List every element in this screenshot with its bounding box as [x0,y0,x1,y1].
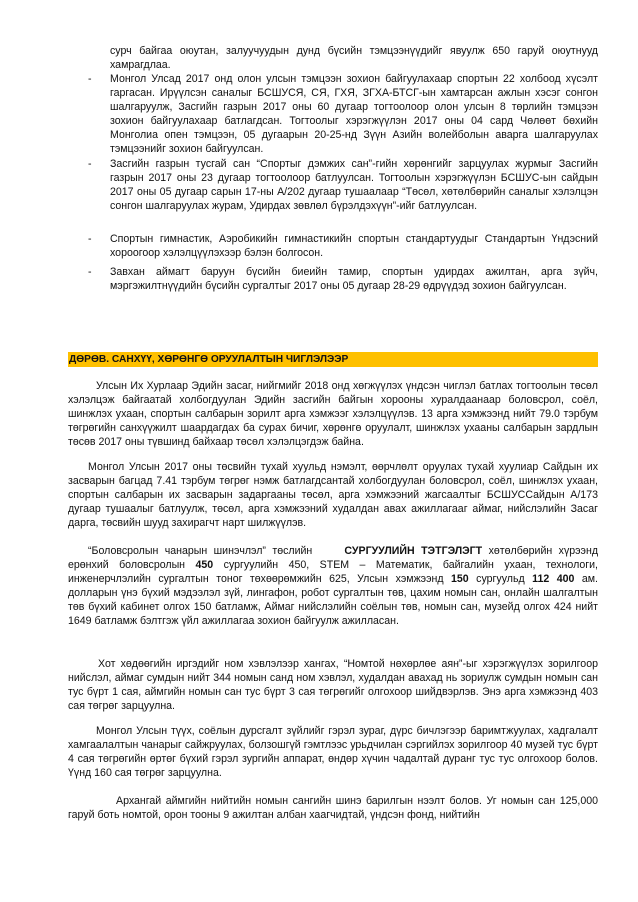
bullet-marker: - [88,73,92,85]
section-heading [68,352,598,367]
bullet-text: Завхан аймагт баруун бүсийн биеийн тамир, спортын удирдах ажилтан, арга зүйч, мэргэжилтнүүдийн бүсийн сургалтыг 2017 оны 05 дугаар 28-29 өдрүүдэд зохион байгуулсан. [110,266,598,292]
paragraph: Хот хөдөөгийн иргэдийг ном хэвлэлээр хангах, “Номтой нөхөрлөе аян”-ыг хэрэгжүүлэх зорилгоор нийслэл, аймаг сумдын нийт 344 номын санд ном хэвлэл, худалдан авахад нь зориулж сумдын номын сан тус бүрт 1 сая, аймгийн номын сан тус бүрт 3 сая төгрөгийг олгохоор шийдвэрлэв. Энэ арга хэмжээнд 403 сая төгрөг зарцуулна. [68,658,598,712]
paragraph: Монгол Улсын түүх, соёлын дурсгалт зүйлийг гэрэл зураг, дүрс бичлэгээр баримтжуулах, хадгалалт хамгаалалтын чанарыг сайжруулах, болзошгүй гэмтлээс урьдчилан сэргийлэх зорилгоор 40 музей тус бүрт 4 сая төгрөгийн өртөг бүхий гэрэл зургийн аппарат, өндөр хүчин чадалтай дуранг тус тус олгохоор болов. Үүнд 160 сая төгрөг зарцуулна. [68,725,598,779]
bullet-text: Спортын гимнастик, Аэробикийн гимнастикийн спортын стандартуудыг Стандартын Үндэсний хороогоор хэлэлцүүлэхээр бэлэн болгосон. [110,233,598,259]
bold-term: СУРГУУЛИЙН ТЭТГЭЛЭГТ [344,545,483,557]
continuation-text: сурч байгаа оюутан, залуучуудын дунд бүсийн тэмцээнүүдийг явуулж 650 гаруй оюутнууд хамрагдлаа. [110,45,598,71]
paragraph-text: сургуулийн 450, STEM – Математик, байгалийн ухаан, технологи, инженерчлэлийн сургалтын тоног төхөөрөмжийн 625, Улсын хэмжээнд [68,558,598,585]
paragraph: Монгол Улсын 2017 оны төсвийн тухай хуульд нэмэлт, өөрчлөлт оруулах тухай хуулиар Сайдын их засварын багцад 7.41 тэрбум төгрөг нэмж батлагдсантай холбогдуулан боловсрол, соёл, шинжлэх ухаан, спортын салбарын их засварын задаргааны төсөл, арга хэмжээний жагсаалтыг БСШУССайдын А/173 дугаар тушаалыг батлуулж, төсөл, арга хэмжээний худалдан авах ажиллагааг аймаг, нийслэлийн Засаг дарга, төсвийн шууд захирагчт нарт шилжүүлэв. [68,461,598,529]
paragraph-text: сургуульд [476,572,525,585]
bold-number: 150 [451,572,469,585]
list-item [88,266,598,294]
section-heading-text: ДӨРӨВ. САНХҮҮ, ХӨРӨНГӨ ОРУУЛАЛТЫН ЧИГЛЭЛЭЭР [69,354,349,365]
bullet-marker: - [88,233,92,245]
list-item [88,233,598,261]
paragraph: Улсын Их Хурлаар Эдийн засаг, нийгмийг 2018 онд хөгжүүлэх үндсэн чиглэл батлах тогтоолын төсөл хэлэлцэж байгаатай холбогдуулан Эдийн засгийн байгын хорооны хуралдаанаар боловсрол, соёл, шинжлэх ухаан, спортын салбарын зорилт арга хэмжээг хэлэлцүүлэв. 13 арга хэмжээнд нийт 79.0 тэрбум төгрөгийн санхүүжилт шаардагдах ба сурах бичиг, хөрөнгө оруулалт, шинжлэх ухааны салбарын зардлын төсөв 2017 оны түвшинд байхаар төсөл хэлэлцэгдэж байна. [68,380,598,448]
paragraph-text: “Боловсролын чанарын шинэчлэл” төслийн [88,545,313,557]
bullet-marker: - [88,158,92,170]
paragraph-text: хөтөлбөрийн хүрээнд ерөнхий боловсролын [68,545,598,571]
bullet-text: Засгийн газрын тусгай сан “Спортыг дэмжих сан”-гийн хөрөнгийг зарцуулах журмыг Засгийн газрын 2017 оны 23 дугаар тогтоолоор батлуулсан. Тогтоолын хэрэгжүүлэн БСШУС-ын сайдын 2017 оны 05 дугаар сарын 17-ны А/202 дугаар тушаалаар “Төсөл, хөтөлбөрийн саналыг хэлэлцэн сонгон шалгаруулах журам, Удирдах зөвлөл бүрэлдэхүүн”-ийг батлуулсан. [110,158,598,212]
bold-number: 112 400 [532,572,575,585]
paragraph: Архангай аймгийн нийтийн номын сангийн шинэ барилгын нээлт болов. Уг номын сан 125,000 гаруй боть номтой, орон тооны 9 ажилтан албан хаагчидтай, үндсэн фонд, нийтийн [68,795,598,821]
list-item [88,158,598,214]
list-item [88,73,598,156]
bold-number: 450 [195,558,214,571]
paragraph-stem [68,545,598,628]
bullet-text: Монгол Улсад 2017 онд олон улсын тэмцээн зохион байгуулахаар спортын 22 холбоод хүсэлт гаргасан. Ирүүлсэн саналыг БСШУСЯ, СЯ, ГХЯ, ЗГХА-БТСГ-ын хамтарсан ажлын хэсэг сонгон шалгаруулж, Засгийн газрын 2017 оны 60 дугаар тогтоолоор олон улсын 8 төрлийн тэмцээн зохион байгуулахаар батлагдсан. Тогтоолыг хэрэгжүүлэн 2017 оны 04 сард Чөлөөт бөхийн Монголиа опен тэмцээн, 05 дугаарын 20-25-нд Зүүн Азийн волейболын аварга шалгаруулах тэмцээнийг зохион байгуулсан. [110,73,598,155]
bullet-marker: - [88,266,92,278]
paragraph-text: ам. долларын үнэ бүхий мэдээлэл зүй, лингафон, робот сургалтын төв, цахим номын сан, онлайн шалгалтын төв бүхий кабинет олгох 150 батламж, Аймаг нийслэлийн соёлын төв, номын сан, музейд олгох 424 нийт 1649 батламж бэлтгэж үйл ажиллагаа зохион байгуулж ажилласан. [68,572,598,627]
